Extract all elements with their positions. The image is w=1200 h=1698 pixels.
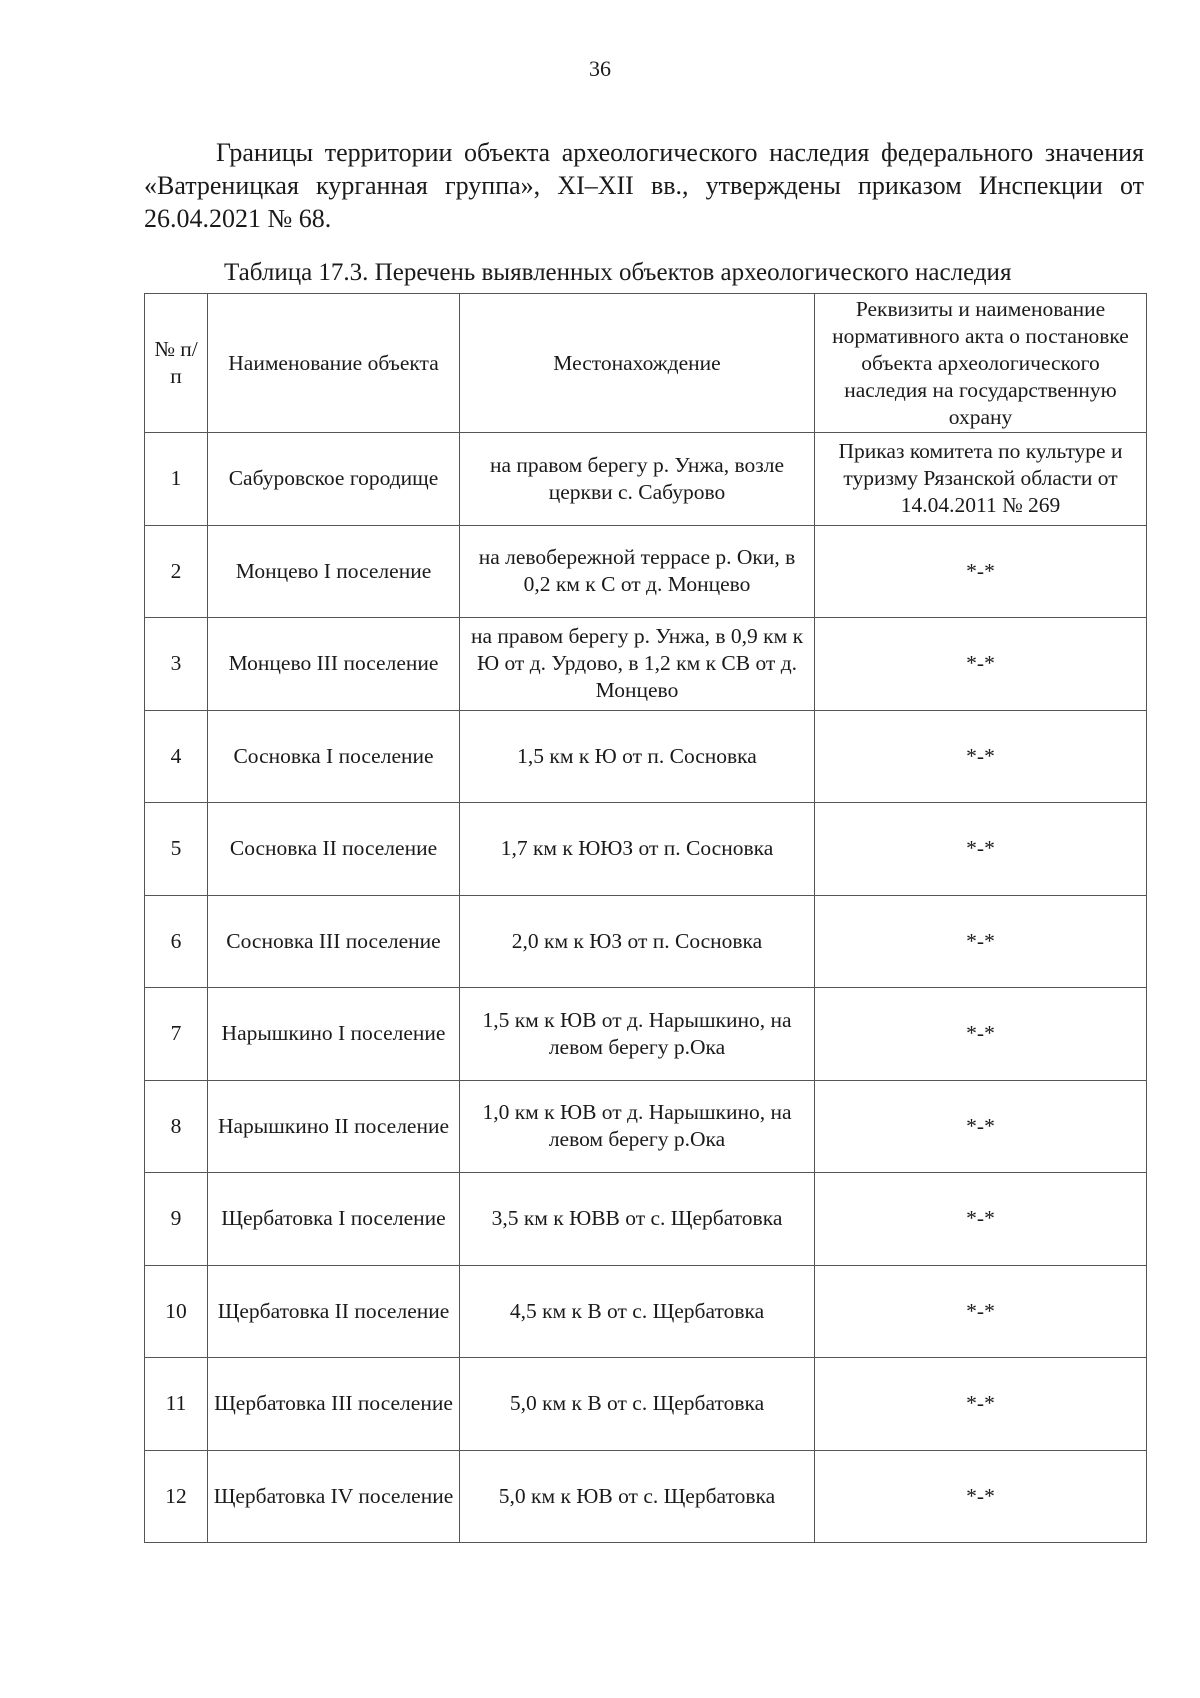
cell-location: 1,5 км к ЮВ от д. Нарышкино, на левом берегу р.Ока [460,988,815,1081]
header-name: Наименование объекта [208,294,460,433]
cell-name: Щербатовка I поселение [208,1173,460,1266]
table-row [145,1265,1147,1358]
cell-num: 2 [145,525,208,618]
cell-act: Приказ комитета по культуре и туризму Рязанской области от 14.04.2011 № 269 [815,433,1147,526]
cell-name: Щербатовка IV поселение [208,1450,460,1543]
table-row [145,433,1147,526]
cell-act: *-* [815,1173,1147,1266]
cell-name: Монцево III поселение [208,618,460,711]
cell-location: 1,0 км к ЮВ от д. Нарышкино, на левом берегу р.Ока [460,1080,815,1173]
heritage-objects-table [144,293,1147,1543]
table-row [145,525,1147,618]
cell-act: *-* [815,710,1147,803]
cell-act: *-* [815,1358,1147,1451]
table-row [145,1450,1147,1543]
table-row [145,1358,1147,1451]
cell-act: *-* [815,525,1147,618]
cell-num: 4 [145,710,208,803]
cell-act: *-* [815,1450,1147,1543]
table-row [145,1080,1147,1173]
cell-num: 6 [145,895,208,988]
cell-name: Сосновка II поселение [208,803,460,896]
cell-num: 5 [145,803,208,896]
cell-location: 2,0 км к ЮЗ от п. Сосновка [460,895,815,988]
table-caption: Таблица 17.3. Перечень выявленных объектов археологического наследия [224,259,1012,286]
header-location: Местонахождение [460,294,815,433]
cell-location: 5,0 км к В от с. Щербатовка [460,1358,815,1451]
cell-name: Сосновка III поселение [208,895,460,988]
cell-act: *-* [815,618,1147,711]
table-row [145,895,1147,988]
cell-name: Щербатовка II поселение [208,1265,460,1358]
cell-num: 7 [145,988,208,1081]
cell-name: Сабуровское городище [208,433,460,526]
cell-num: 1 [145,433,208,526]
cell-name: Нарышкино II поселение [208,1080,460,1173]
cell-num: 11 [145,1358,208,1451]
intro-paragraph [144,136,1144,235]
cell-num: 12 [145,1450,208,1543]
table-row [145,803,1147,896]
cell-location: 5,0 км к ЮВ от с. Щербатовка [460,1450,815,1543]
cell-act: *-* [815,1080,1147,1173]
cell-act: *-* [815,988,1147,1081]
cell-name: Нарышкино I поселение [208,988,460,1081]
table-row [145,988,1147,1081]
cell-num: 10 [145,1265,208,1358]
table-header-row [145,294,1147,433]
page-number: 36 [589,56,611,81]
header-num: № п/п [145,294,208,433]
cell-location: на правом берегу р. Унжа, в 0,9 км к Ю от д. Урдово, в 1,2 км к СВ от д. Монцево [460,618,815,711]
cell-num: 3 [145,618,208,711]
cell-location: 1,7 км к ЮЮЗ от п. Сосновка [460,803,815,896]
intro-text: Границы территории объекта археологического наследия федерального значения «Ватреницкая курганная группа», XI–XII вв., утверждены приказом Инспекции от 26.04.2021 № 68. [144,138,1144,233]
cell-location: на правом берегу р. Унжа, возле церкви с. Сабурово [460,433,815,526]
table-row [145,1173,1147,1266]
cell-act: *-* [815,895,1147,988]
cell-location: на левобережной террасе р. Оки, в 0,2 км к С от д. Монцево [460,525,815,618]
cell-location: 3,5 км к ЮВВ от с. Щербатовка [460,1173,815,1266]
cell-act: *-* [815,803,1147,896]
header-act: Реквизиты и наименование нормативного акта о постановке объекта археологического наследия на государственную охрану [815,294,1147,433]
cell-num: 8 [145,1080,208,1173]
cell-name: Щербатовка III поселение [208,1358,460,1451]
table-row [145,710,1147,803]
table-row [145,618,1147,711]
cell-name: Монцево I поселение [208,525,460,618]
cell-act: *-* [815,1265,1147,1358]
cell-location: 1,5 км к Ю от п. Сосновка [460,710,815,803]
cell-num: 9 [145,1173,208,1266]
cell-name: Сосновка I поселение [208,710,460,803]
cell-location: 4,5 км к В от с. Щербатовка [460,1265,815,1358]
